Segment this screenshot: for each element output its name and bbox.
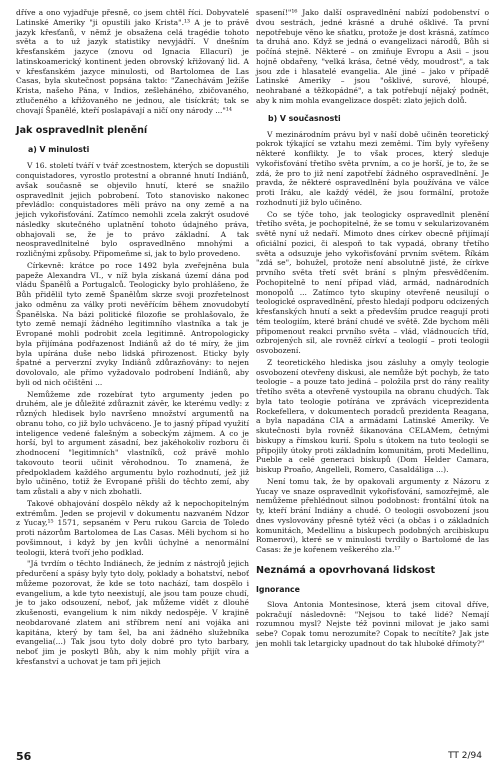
paragraph: dříve a ono vyjadřuje přesně, co jsem chtěl říci. Dobyvatelé Latinské Ameriky "ji opustili jako Kristа".¹³ A je to právě jazyk křesťanů, v němž je obsažena celá tragédie tohoto světa a to už jazyk statistiky nevyjádří. V dnešním křesťanském jazyce (znovu od Ignacia Ellacurí) je latinskoamerický kontinent jeden obrovský křižovaný lid. A v křesťanském jazyce minulosti, od Bartolomea de Las Casas, byla skutečnost popsána takto: "Zanechávám Ježíše Krista, našeho Pána, v Indios, zešleháného, zbičovaného, ztlučeného a křižovaného ne jednou, ale tisíckrát; tak se chovají Španělé, kteří poslapávají a ničí ony národy ..."¹⁴ [16, 8, 249, 115]
subsection-heading: Ignorance [256, 584, 300, 594]
subsection-heading: a) V minulosti [28, 145, 90, 155]
paragraph: spasení!"¹⁶ Jako další ospravedlnění nabízí podobenství o dvou sestrách, jedné krásné a druhé ošklivé. Ta první nepotřebuje věno ke sňatku, protože je dost krásná, zatímco ta druhá ano. Když se jedná o evangelizaci národů, Bůh si počíná stejně. Některé – on zmiňuje Evropu a Asii – jsou hojně obdařeny, "velká krása, četné vědy, moudrost", a tak jsou zde i hlasatelé evangelia. Ale jiné – jako v případě Latinské Ameriky – jsou "ošklivé, surové, hloupé, neohrabané a těžkopádné", a tak potřebují nějaký podnět, aby k nim mohla evangelizace dospět: zlato jejich dolů. [256, 8, 489, 105]
quote-paragraph: "Já tvrdím o těchto Indiánech, že jedním z nástrojů jejich předurčení a spásy byly tyto doly, poklady a bohatství, neboť můžeme pozorovat, že kde se toto nachází, tam dospělo i evangelium, a kde tyto neexistují, ale jsou tam pouze chudí, je to jako odsouzení, neboť, jak můžeme vidět z dlouhé zkušenosti, evangelium k nim nikdy nedospěje. V krajině neobdarované zlatem ani stříbrem není ani vojáka ani kapitána, který by tam šel, ba ani žádného služebníka evangelia(...) Tak jsou tyto doly dobré pro tyto barbary, neboť jim je poskytl Bůh, aby k nim mohly přijít víra a křesťanství a uchovat je tam při jejich [16, 559, 249, 666]
paragraph: Z teoretického hlediska jsou zásluhy a omyly teologie osvobození otevřeny diskusi, ale nemůže být pochyb, že tato teologie – a pouze tato jediná – položila prst do rány reality třetího světa a otevřeně vystoupila na obranu chudých. Tak byla tato teologie potírána ve zprávách viceprezidenta Rockefellera, v dokumentech poradců prezidenta Reagana, a byla napadána CIA a armádami Latinské Ameriky. Ve skutečnosti byla rovněž šikanována CELAMem, četnými biskupy a římskou kurií. Spolu s útokem na tuto teologii se připojily útoky proti základním komunitám, proti Medellinu, Pueble a celé generaci biskupů (Dom Helder Camara, biskup Proaño, Angelleli, Romero, Casaldáliga ...). [256, 357, 489, 474]
section-heading: Jak ospravedlnit plenění [16, 125, 148, 137]
paragraph: Církevně: krátce po roce 1492 byla zveřejněna bula papeže Alexandra VI., v níž byla získaná území dána pod vládu Španělů a Portugalců. Teologicky bylo prohlášeno, že Bůh přidělil tyto země Španělům skrze svoji prozřetelnost jako odměnu za války proti nevěřícím během znovudobytí Španělska. Na bázi politické filozofie se prohlašovalo, že tyto země nemají žádného legitimního vlastníka a tak je Evropané mohli podrobit zcela legitimně. Antropologicky byla přijímána podřazenost Indiánů až do té míry, že jim byla upírána duše nebo lidská přirozenost. Eticky byly špatné a perverzní zvyky Indiánů zdůrazňovány: to nejen dovolovalo, ale přímo vyžadovalo podrobení Indiánů, aby byli od nich očištěni ... [16, 260, 249, 387]
paragraph: Není tomu tak, že by opakovali argumenty z Názoru z Yucay ve snaze ospravedlnit vykořisťování, samozřejmě, ale nemůžeme přehlédnout silnou podobnost: frontální útok na ty, kteří brání Indiány a chudé. O teologii osvobození jsou dnes vyslovovány přesně tytéž věci (a občas i o základních komunitách, Medellinu a biskupech podobných arcibiskupu Romerovi), které se v minulosti tvrdily o Bartolomé de las Casas: že je kořenem veškerého zla.¹⁷ [256, 476, 489, 554]
paragraph: Takové obhajování dospělo někdy až k nepochopitelným extrémům. Jeden se projevil v dokumentu nazvaném Ndzor z Yucay,¹⁵ 1571, sepsaném v Peru rukou Garcia de Toledo proti názorům Bartolomea de Las Casas. Měli bychom si ho povšimnout, i když by jen kvůli úchylné a nenormální teologii, která tvoří jeho podklad. [16, 498, 249, 557]
left-column [16, 8, 249, 667]
paragraph: Co se týče toho, jak teologicky ospravedlnit plenění třetího světa, je pochopitelné, že se tomu v sekularizovaném světě nyní už nedaří. Mimoto dnes církev obecně přijímají oficiální pozici, či alespoň to tak vypadá, obrany třetího světa a odsuzuje jeho vykořisťování prvním světem. Říkám "zdá se", bohužel, protože není absolutně jisté, že církve prvního světa třetí svět brání s plným přesvědčením. Pochopitelně to není případ vlád, armád, nadnárodních monopolů ... Zatímco tyto skupiny otevřeně neusilují o teologické ospravedlnění, přesto hledají podporu odcizených křesťanských hnutí a sekt a především prudce reagují proti tém teologiím, které brání chudé ve světě. Zde bychom měli připomenout reakci prvního světa – vlád, vládnoucích tříd, ozbrojených sil, ale rovněž církví a teologií – proti teologii osvobození. [256, 209, 489, 355]
section-heading: Neznámá a opovrhovaná lidskost [256, 564, 436, 576]
page-number: 56 [16, 750, 32, 763]
issue-label: TT 2/94 [448, 751, 482, 761]
right-column [256, 8, 489, 649]
subsection-heading: b) V současnosti [268, 113, 341, 123]
paragraph: Nemůžeme zde rozebírat tyto argumenty jeden po druhém, ale je důležité zdůraznit závěr, ke kterému vedly: z různých hledisek bylo navršeno množství argumentů na obranu toho, co již bylo uchváceno. Je to jasný případ využití inteligence vedené falešným a sobeckým zájmem. A co je horší, byl to argument zásadní, bez jakéhokoliv rozboru či zhodnocení "legitimních" vlastníků, což právě mohlo takovouto teorii učinit věrohodnou. To znamená, že předpokladem každého argumentu bylo rozhodnutí, jež již bylo učiněno, totiž že Evropané přišli do těchto zemí, aby tam zůstali a aby v nich zbohatli. [16, 389, 249, 496]
paragraph: V 16. století tváří v tvář zcestnostem, kterých se dopustili conquistadores, vyrostlo protestní a obranné hnutí Indiánů, avšak současně se objevilo hnutí, které se snažilo ospravedlnit jejich pobrobení. Toto stanovisko nakonec převládlo: conquistadores měli právo na ony země a na jejich vykořisťování. Zatímco nemohli zcela zakrýt osudové následky skutečného uplatnění tohoto údajného práva, obhajovali se, že je to právo základní. A tak neospravedlnitelné bylo ospravedlněno mnohými a rozličnými způsoby. Připomeňme si, jak to bylo provedeno. [16, 161, 249, 258]
paragraph: V mezinárodním právu byl v naší době učiněn teoretický pokrok týkající se vztahu mezi zeměmi. Tím byly vyřešeny některé konflikty. Je to však proces, který sleduje vykořisťování třetího světa prvním, a co je horší, je to, že se zdá, že pro to již není zapotřebí žádného ospravedlnění. Je pravda, že některé ospravedlnění byla používána ve válce proti Iráku, ale každý védél, že jsou formální, protože rozhodnutí již bylo učiněno. [256, 129, 489, 207]
paragraph: Slova Antonia Montesinose, která jsem citoval dříve, pokračují následovně: "Nejsou to také lidé? Nemají rozumnou mysl? Nejste též povinni milovat je jako sami sebe? Copak tomu nerozumíte? Copak to necítíte? Jak jste jen mohli tak letargicky upadnout do tak hluboké dřímoty?" [256, 599, 489, 648]
